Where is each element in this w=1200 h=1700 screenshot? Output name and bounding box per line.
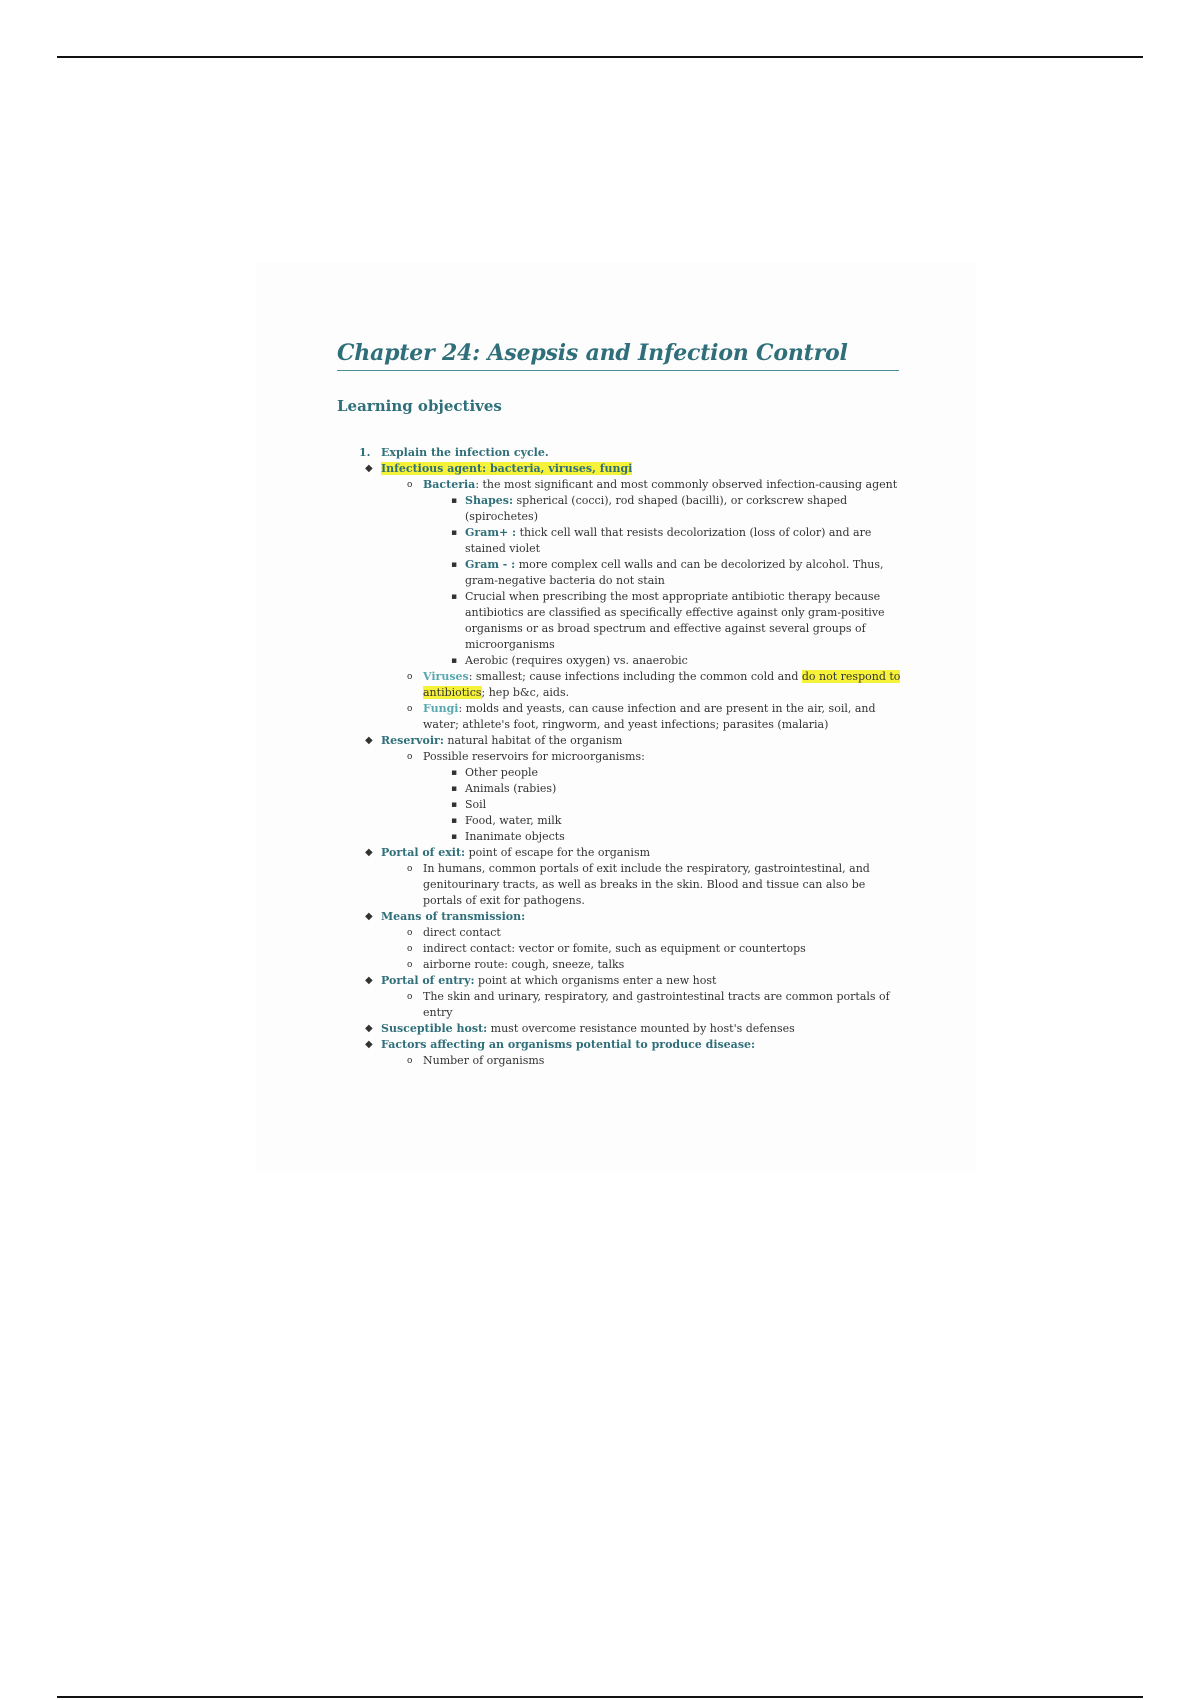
list-item-aerobic [337, 653, 907, 669]
transmission-item-text: airborne route: cough, sneeze, talks [423, 958, 625, 971]
list-item-susceptible-host [337, 1021, 907, 1037]
list-item-gram-negative [337, 557, 907, 589]
diamond-bullet-icon: ◆ [365, 847, 373, 858]
circle-bullet-icon: o [407, 992, 413, 1002]
circle-bullet-icon: o [407, 928, 413, 938]
list-item-transmission-2 [337, 957, 907, 973]
circle-bullet-icon: o [407, 1056, 413, 1066]
portal-entry-label: Portal of entry: [381, 974, 475, 987]
square-bullet-icon: ▪ [451, 528, 458, 538]
square-bullet-icon: ▪ [451, 656, 458, 666]
diamond-bullet-icon: ◆ [365, 911, 373, 922]
portal-exit-sub-text: In humans, common portals of exit include the respiratory, gastrointestinal, and genitourinary tracts, as well as breaks in the skin. Blood and tissue can also be portals of exit for pathogens. [423, 862, 870, 907]
susceptible-text: must overcome resistance mounted by host's defenses [487, 1022, 795, 1035]
susceptible-label: Susceptible host: [381, 1022, 488, 1035]
gram-positive-label: Gram+ : [465, 526, 517, 539]
list-item-viruses [337, 669, 907, 701]
square-bullet-icon: ▪ [451, 768, 458, 778]
viruses-tail: ; hep b&c, aids. [481, 686, 570, 699]
circle-bullet-icon: o [407, 960, 413, 970]
square-bullet-icon: ▪ [451, 496, 458, 506]
document-content [337, 340, 907, 1069]
factors-item-text: Number of organisms [423, 1054, 545, 1067]
reservoir-item-text: Animals (rabies) [465, 782, 557, 795]
viruses-label: Viruses [423, 670, 469, 683]
square-bullet-icon: ▪ [451, 800, 458, 810]
square-bullet-icon: ▪ [451, 592, 458, 602]
circle-bullet-icon: o [407, 672, 413, 682]
gram-positive-text: thick cell wall that resists decolorization (loss of color) and are stained violet [465, 526, 872, 555]
chapter-title: Chapter 24: Asepsis and Infection Control [337, 340, 899, 371]
list-item-shapes [337, 493, 907, 525]
bacteria-text: : the most significant and most commonly observed infection-causing agent [475, 478, 898, 491]
square-bullet-icon: ▪ [451, 832, 458, 842]
circle-bullet-icon: o [407, 752, 413, 762]
circle-bullet-icon: o [407, 480, 413, 490]
list-item-crucial [337, 589, 907, 653]
reservoir-item-text: Soil [465, 798, 487, 811]
circle-bullet-icon: o [407, 864, 413, 874]
transmission-item-text: direct contact [423, 926, 501, 939]
viruses-text: : smallest; cause infections including the common cold and [468, 670, 802, 683]
diamond-bullet-icon: ◆ [365, 1039, 373, 1050]
list-item-reservoir-sub [337, 749, 907, 765]
shapes-text: spherical (cocci), rod shaped (bacilli), or corkscrew shaped (spirochetes) [465, 494, 848, 523]
fungi-text: : molds and yeasts, can cause infection and are present in the air, soil, and water; athlete's foot, ringworm, and yeast infections; parasites (malaria) [423, 702, 876, 731]
reservoir-item-text: Inanimate objects [465, 830, 565, 843]
list-item-reservoir [337, 733, 907, 749]
portal-entry-sub-text: The skin and urinary, respiratory, and gastrointestinal tracts are common portals of entry [423, 990, 890, 1019]
list-item-portal-exit-sub [337, 861, 907, 909]
list-item-fungi [337, 701, 907, 733]
gram-negative-label: Gram - : [465, 558, 516, 571]
objectives-list [337, 445, 907, 1069]
list-item-transmission-0 [337, 925, 907, 941]
list-item-reservoir-2 [337, 797, 907, 813]
portal-entry-text: point at which organisms enter a new host [474, 974, 717, 987]
list-item-reservoir-1 [337, 781, 907, 797]
square-bullet-icon: ▪ [451, 784, 458, 794]
infectious-agent-label: Infectious agent: bacteria, viruses, fungi [381, 462, 633, 475]
list-item-transmission [337, 909, 907, 925]
list-item-portal-exit [337, 845, 907, 861]
transmission-label: Means of transmission: [381, 910, 526, 923]
list-item-portal-entry [337, 973, 907, 989]
square-bullet-icon: ▪ [451, 560, 458, 570]
list-item-factors [337, 1037, 907, 1053]
list-item-gram-positive [337, 525, 907, 557]
list-item-transmission-1 [337, 941, 907, 957]
list-item-portal-entry-sub [337, 989, 907, 1021]
bottom-rule [57, 1696, 1143, 1698]
list-item-reservoir-4 [337, 829, 907, 845]
diamond-bullet-icon: ◆ [365, 735, 373, 746]
list-item-infectious-agent [337, 461, 907, 477]
diamond-bullet-icon: ◆ [365, 463, 373, 474]
section-heading: Learning objectives [337, 397, 502, 415]
list-item-reservoir-0 [337, 765, 907, 781]
square-bullet-icon: ▪ [451, 816, 458, 826]
shapes-label: Shapes: [465, 494, 514, 507]
aerobic-text: Aerobic (requires oxygen) vs. anaerobic [465, 654, 688, 667]
factors-label: Factors affecting an organisms potential to produce disease: [381, 1038, 756, 1051]
circle-bullet-icon: o [407, 704, 413, 714]
transmission-item-text: indirect contact: vector or fomite, such as equipment or countertops [423, 942, 806, 955]
objective-text: Explain the infection cycle. [381, 446, 549, 459]
top-rule [57, 56, 1143, 58]
reservoir-text: natural habitat of the organism [443, 734, 623, 747]
gram-negative-text: more complex cell walls and can be decolorized by alcohol. Thus, gram-negative bacteria do not stain [465, 558, 884, 587]
fungi-label: Fungi [423, 702, 459, 715]
reservoir-label: Reservoir: [381, 734, 444, 747]
list-item-factors-0 [337, 1053, 907, 1069]
objective-number: 1. [359, 446, 371, 459]
bacteria-label: Bacteria [423, 478, 476, 491]
diamond-bullet-icon: ◆ [365, 1023, 373, 1034]
objective-item [337, 445, 907, 461]
portal-exit-label: Portal of exit: [381, 846, 466, 859]
reservoir-item-text: Other people [465, 766, 539, 779]
list-item-bacteria [337, 477, 907, 493]
reservoir-sub-text: Possible reservoirs for microorganisms: [423, 750, 645, 763]
list-item-reservoir-3 [337, 813, 907, 829]
circle-bullet-icon: o [407, 944, 413, 954]
viruses-highlight: do not respond to antibiotics [423, 670, 901, 699]
portal-exit-text: point of escape for the organism [465, 846, 651, 859]
crucial-text: Crucial when prescribing the most appropriate antibiotic therapy because antibiotics are classified as specifically effective against only gram-positive organisms or as broad spectrum and effective against several groups of microorganisms [465, 590, 885, 651]
diamond-bullet-icon: ◆ [365, 975, 373, 986]
reservoir-item-text: Food, water, milk [465, 814, 562, 827]
